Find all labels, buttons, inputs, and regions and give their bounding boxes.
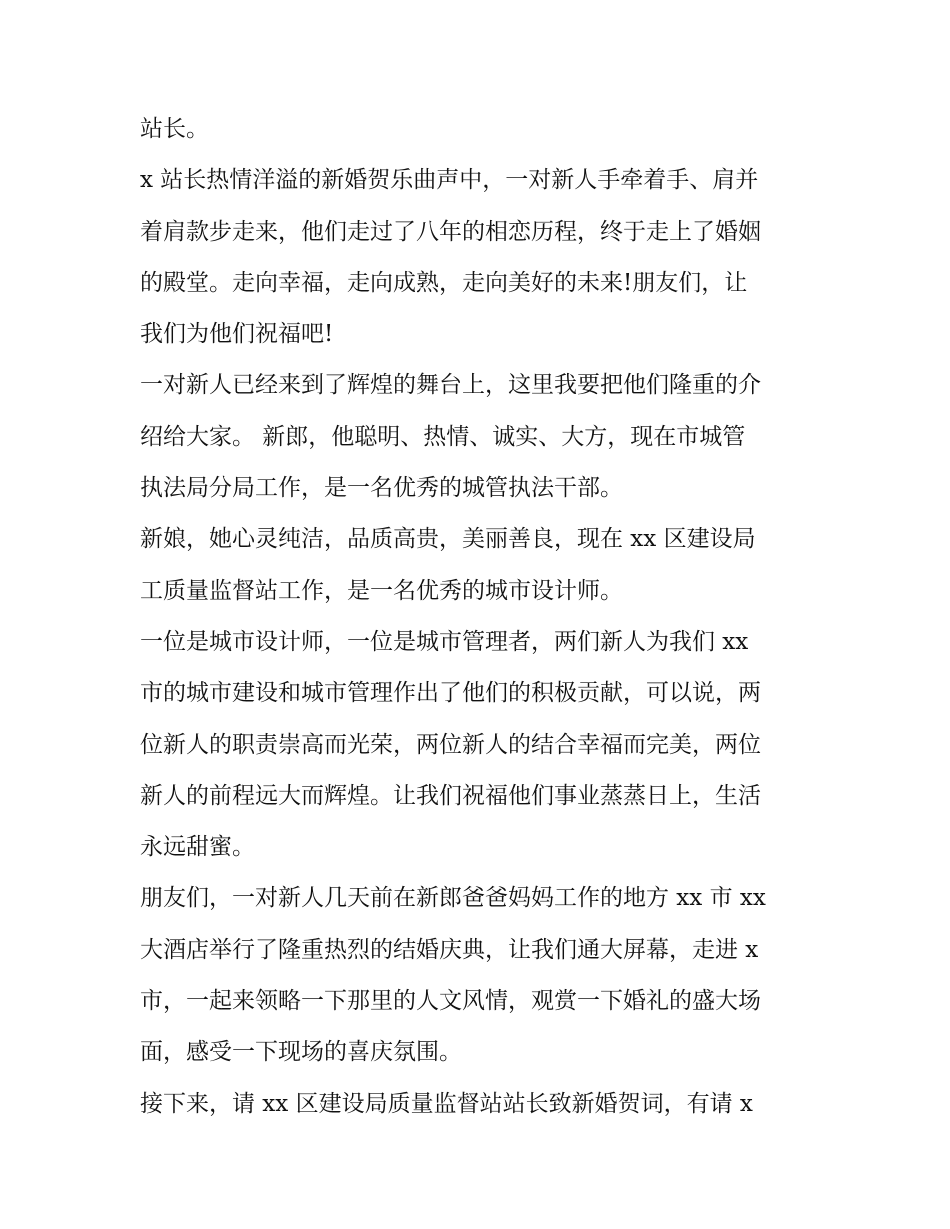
- text-line: 位新人的职责崇高而光荣，两位新人的结合幸福而完美，两位: [140, 731, 761, 758]
- text-line: 新人的前程远大而辉煌。让我们祝福他们事业蒸蒸日上，生活: [140, 782, 761, 809]
- document-body: [140, 104, 820, 1130]
- text-line: 着肩款步走来，他们走过了八年的相恋历程，终于走上了婚姻: [140, 218, 761, 245]
- text-line: 大酒店举行了隆重热烈的结婚庆典，让我们通大屏幕，走进 x: [140, 936, 759, 963]
- text-line: 接下来，请 xx 区建设局质量监督站站长致新婚贺词，有请 x: [140, 1090, 753, 1117]
- text-line: 站长。: [140, 116, 209, 142]
- text-line: 新娘，她心灵纯洁，品质高贵，美丽善良，现在 xx 区建设局: [140, 526, 756, 553]
- text-line: x 站长热情洋溢的新婚贺乐曲声中，一对新人手牵着手、肩并: [140, 167, 759, 194]
- text-line: 工质量监督站工作，是一名优秀的城市设计师。: [140, 577, 623, 604]
- text-line: 绍给大家。 新郎，他聪明、热情、诚实、大方，现在市城管: [140, 423, 746, 450]
- text-line: 执法局分局工作，是一名优秀的城管执法干部。: [140, 475, 623, 502]
- text-line: 我们为他们祝福吧!: [140, 321, 334, 348]
- text-line: 面，感受一下现场的喜庆氛围。: [140, 1039, 462, 1066]
- text-line: 永远甜蜜。: [140, 834, 255, 861]
- text-line: 市，一起来领略一下那里的人文风情，观赏一下婚礼的盛大场: [140, 988, 761, 1015]
- text-line: 的殿堂。走向幸福，走向成熟，走向美好的未来!朋友们，让: [140, 269, 748, 296]
- text-line: 一位是城市设计师，一位是城市管理者，两们新人为我们 xx: [140, 628, 749, 655]
- text-line: 一对新人已经来到了辉煌的舞台上，这里我要把他们隆重的介: [140, 372, 761, 399]
- text-line: 朋友们，一对新人几天前在新郎爸爸妈妈工作的地方 xx 市 xx: [140, 885, 766, 912]
- text-line: 市的城市建设和城市管理作出了他们的积极贡献，可以说，两: [140, 680, 761, 707]
